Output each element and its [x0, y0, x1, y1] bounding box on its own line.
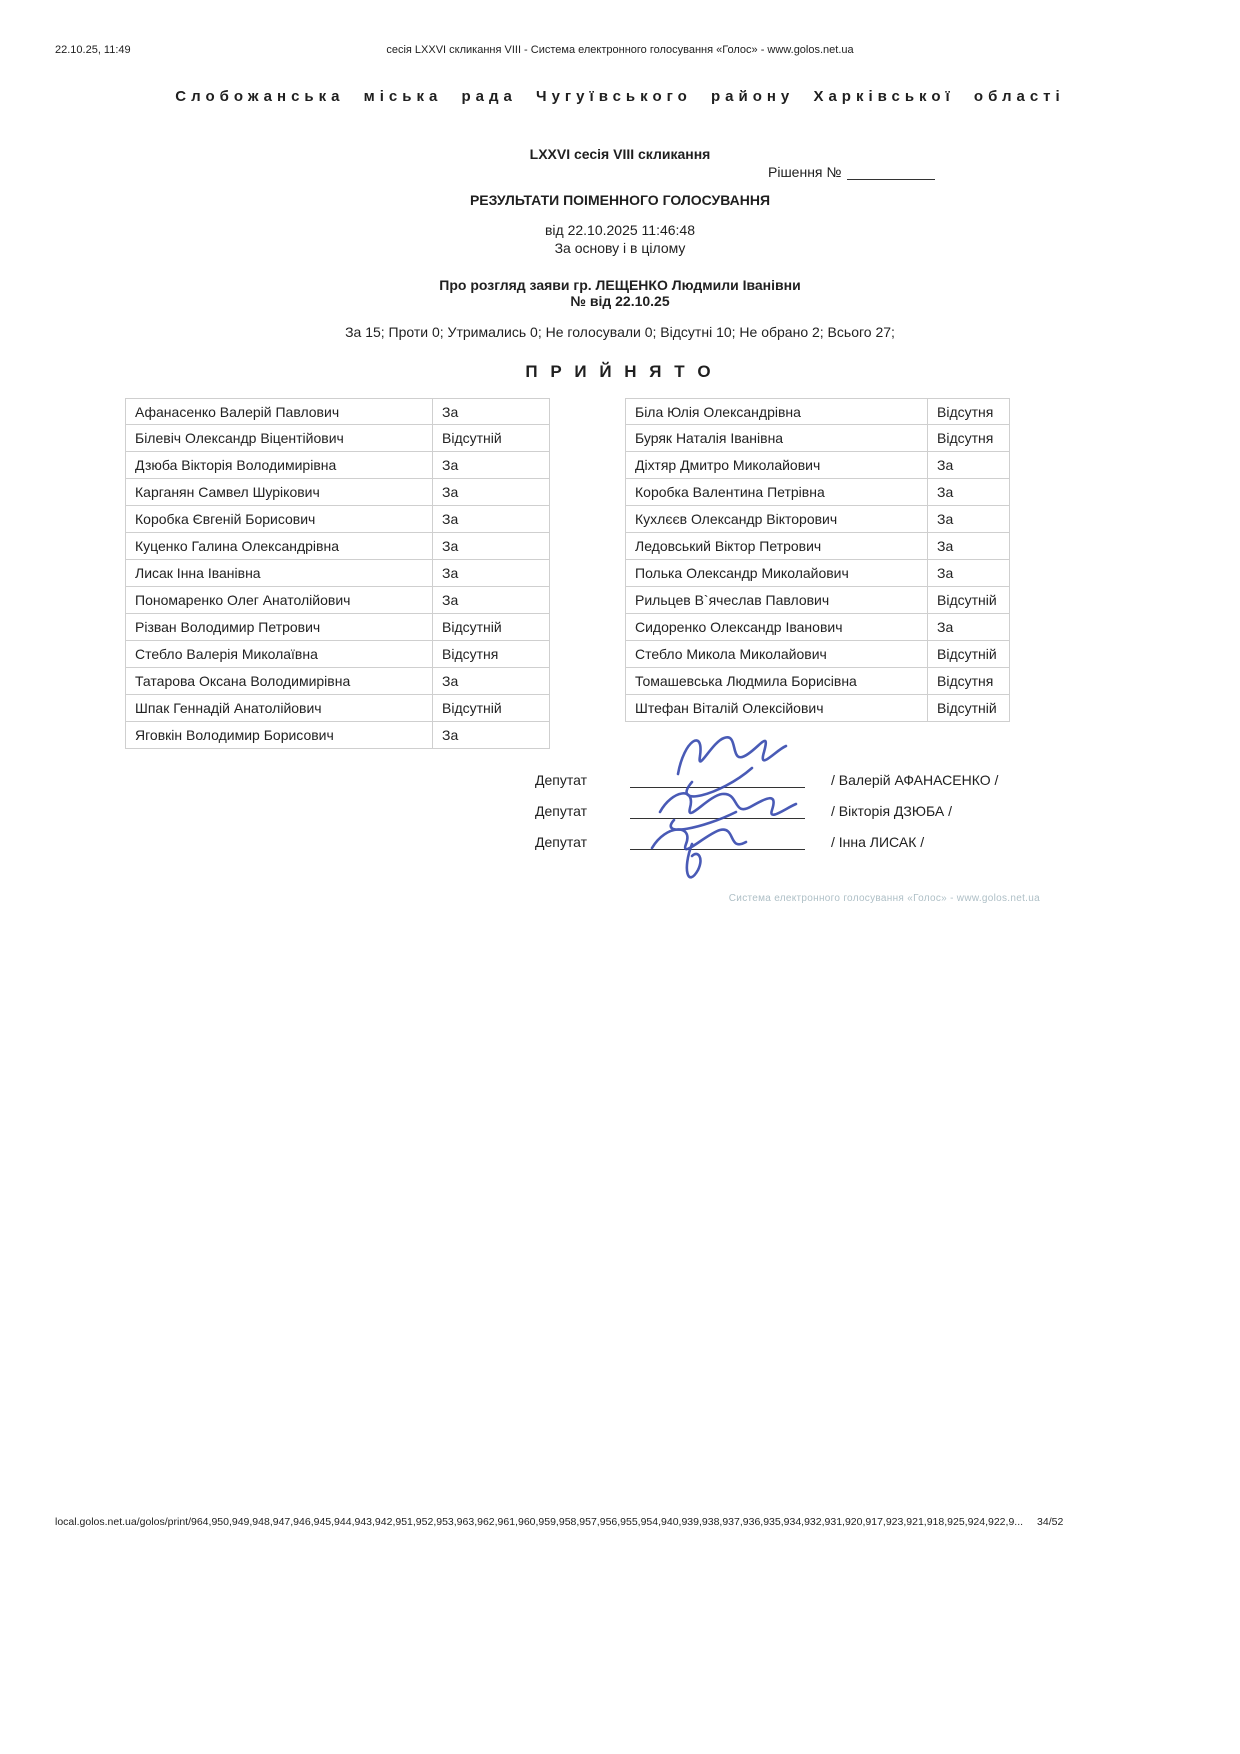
table-row	[125, 506, 550, 533]
table-row	[125, 425, 550, 452]
vote-value-cell: За	[433, 587, 550, 614]
vote-value-cell: За	[433, 506, 550, 533]
table-row	[125, 560, 550, 587]
table-row	[625, 479, 1010, 506]
vote-value-cell: За	[433, 722, 550, 749]
signature-name: / Валерій АФАНАСЕНКО /	[831, 772, 999, 788]
deputy-name-cell: Буряк Наталія Іванівна	[625, 425, 928, 452]
table-row	[625, 506, 1010, 533]
table-row	[125, 452, 550, 479]
vote-value-cell: За	[433, 668, 550, 695]
deputy-name-cell: Стебло Микола Миколайович	[625, 641, 928, 668]
subject-line-1: Про розгляд заяви гр. ЛЕЩЕНКО Людмили Іванівни	[439, 277, 801, 293]
vote-value-cell: За	[928, 533, 1010, 560]
table-row	[625, 614, 1010, 641]
table-row	[125, 398, 550, 425]
signature-name: / Вікторія ДЗЮБА /	[831, 803, 952, 819]
vote-value-cell: Відсутній	[433, 614, 550, 641]
decision-number-label: Рішення №	[768, 164, 842, 180]
deputy-name-cell: Татарова Оксана Володимирівна	[125, 668, 433, 695]
table-row	[625, 695, 1010, 722]
vote-basis: За основу і в цілому	[554, 240, 686, 256]
table-row	[625, 452, 1010, 479]
deputy-name-cell: Біла Юлія Олександрівна	[625, 398, 928, 425]
result-status: П Р И Й Н Я Т О	[525, 362, 715, 381]
deputy-name-cell: Томашевська Людмила Борисівна	[625, 668, 928, 695]
signature-row	[535, 772, 1015, 788]
deputy-name-cell: Пономаренко Олег Анатолійович	[125, 587, 433, 614]
vote-table-left	[125, 398, 550, 749]
handwritten-signature-icon	[600, 712, 860, 892]
deputy-name-cell: Коробка Євгеній Борисович	[125, 506, 433, 533]
council-title: Слобожанська міська рада Чугуївського району Харківської області	[175, 88, 1065, 105]
deputy-name-cell: Штефан Віталій Олексійович	[625, 695, 928, 722]
vote-value-cell: За	[928, 614, 1010, 641]
table-row	[625, 560, 1010, 587]
deputy-name-cell: Афанасенко Валерій Павлович	[125, 398, 433, 425]
table-row	[125, 587, 550, 614]
deputy-name-cell: Лисак Інна Іванівна	[125, 560, 433, 587]
vote-datetime: від 22.10.2025 11:46:48	[544, 222, 696, 238]
signature-row	[535, 834, 1015, 850]
deputy-name-cell: Коробка Валентина Петрівна	[625, 479, 928, 506]
deputy-name-cell: Різван Володимир Петрович	[125, 614, 433, 641]
signature-role-label: Депутат	[535, 772, 587, 788]
footer-page-number: 34/52	[1037, 1516, 1064, 1528]
vote-value-cell: За	[928, 452, 1010, 479]
vote-value-cell: За	[433, 560, 550, 587]
deputy-name-cell: Яговкін Володимир Борисович	[125, 722, 433, 749]
vote-value-cell: Відсутня	[928, 668, 1010, 695]
table-row	[125, 614, 550, 641]
signature-line	[630, 803, 805, 819]
vote-value-cell: Відсутня	[928, 398, 1010, 425]
deputy-name-cell: Карганян Самвел Шурікович	[125, 479, 433, 506]
table-row	[125, 668, 550, 695]
vote-value-cell: Відсутній	[433, 425, 550, 452]
watermark-text: Система електронного голосування «Голос» - www.golos.net.ua	[728, 893, 1040, 904]
deputy-name-cell: Стебло Валерія Миколаївна	[125, 641, 433, 668]
table-row	[125, 722, 550, 749]
footer-url: local.golos.net.ua/golos/print/964,950,949,948,947,946,945,944,943,942,951,952,953,963,962,961,960,959,958,957,956,955,954,940,939,938,937,936,935,934,932,931,920,917,923,921,918,925,924,922,9...	[55, 1516, 1024, 1528]
table-row	[625, 398, 1010, 425]
vote-value-cell: За	[928, 479, 1010, 506]
totals-line: За 15; Проти 0; Утримались 0; Не голосували 0; Відсутні 10; Не обрано 2; Всього 27;	[345, 324, 895, 340]
vote-value-cell: Відсутня	[433, 641, 550, 668]
results-title: РЕЗУЛЬТАТИ ПОІМЕННОГО ГОЛОСУВАННЯ	[469, 192, 771, 208]
deputy-name-cell: Сидоренко Олександр Іванович	[625, 614, 928, 641]
signature-line	[630, 772, 805, 788]
print-header-datetime: 22.10.25, 11:49	[55, 44, 131, 56]
table-row	[625, 668, 1010, 695]
decision-number-line	[847, 165, 935, 180]
table-row	[625, 587, 1010, 614]
vote-value-cell: За	[433, 452, 550, 479]
vote-value-cell: За	[433, 479, 550, 506]
vote-value-cell: Відсутній	[928, 641, 1010, 668]
signature-name: / Інна ЛИСАК /	[831, 834, 925, 850]
vote-value-cell: За	[433, 533, 550, 560]
signature-line	[630, 834, 805, 850]
print-header	[0, 44, 1240, 56]
vote-value-cell: За	[928, 506, 1010, 533]
deputy-name-cell: Шпак Геннадій Анатолійович	[125, 695, 433, 722]
vote-table-right	[625, 398, 1010, 722]
page-footer	[55, 1516, 1185, 1528]
deputy-name-cell: Ледовський Віктор Петрович	[625, 533, 928, 560]
table-row	[125, 479, 550, 506]
signature-role-label: Депутат	[535, 834, 587, 850]
table-row	[625, 425, 1010, 452]
vote-value-cell: Відсутній	[928, 587, 1010, 614]
vote-value-cell: За	[433, 398, 550, 425]
deputy-name-cell: Рильцев В`ячеслав Павлович	[625, 587, 928, 614]
deputy-name-cell: Кухлєєв Олександр Вікторович	[625, 506, 928, 533]
signature-role-label: Депутат	[535, 803, 587, 819]
vote-value-cell: Відсутній	[433, 695, 550, 722]
session-title: LXXVI сесія VIII скликання	[529, 146, 711, 162]
signature-row	[535, 803, 1015, 819]
table-row	[125, 533, 550, 560]
deputy-name-cell: Дзюба Вікторія Володимирівна	[125, 452, 433, 479]
vote-value-cell: Відсутній	[928, 695, 1010, 722]
table-row	[125, 695, 550, 722]
table-row	[625, 641, 1010, 668]
subject-line-2: № від 22.10.25	[570, 293, 670, 309]
decision-number	[768, 164, 935, 180]
vote-value-cell: Відсутня	[928, 425, 1010, 452]
deputy-name-cell: Білевіч Олександр Віцентійович	[125, 425, 433, 452]
deputy-name-cell: Куценко Галина Олександрівна	[125, 533, 433, 560]
vote-value-cell: За	[928, 560, 1010, 587]
table-row	[125, 641, 550, 668]
table-row	[625, 533, 1010, 560]
deputy-name-cell: Полька Олександр Миколайович	[625, 560, 928, 587]
print-header-title: сесія LXXVI скликання VIII - Система електронного голосування «Голос» - www.golos.net.ua	[386, 44, 854, 56]
deputy-name-cell: Діхтяр Дмитро Миколайович	[625, 452, 928, 479]
